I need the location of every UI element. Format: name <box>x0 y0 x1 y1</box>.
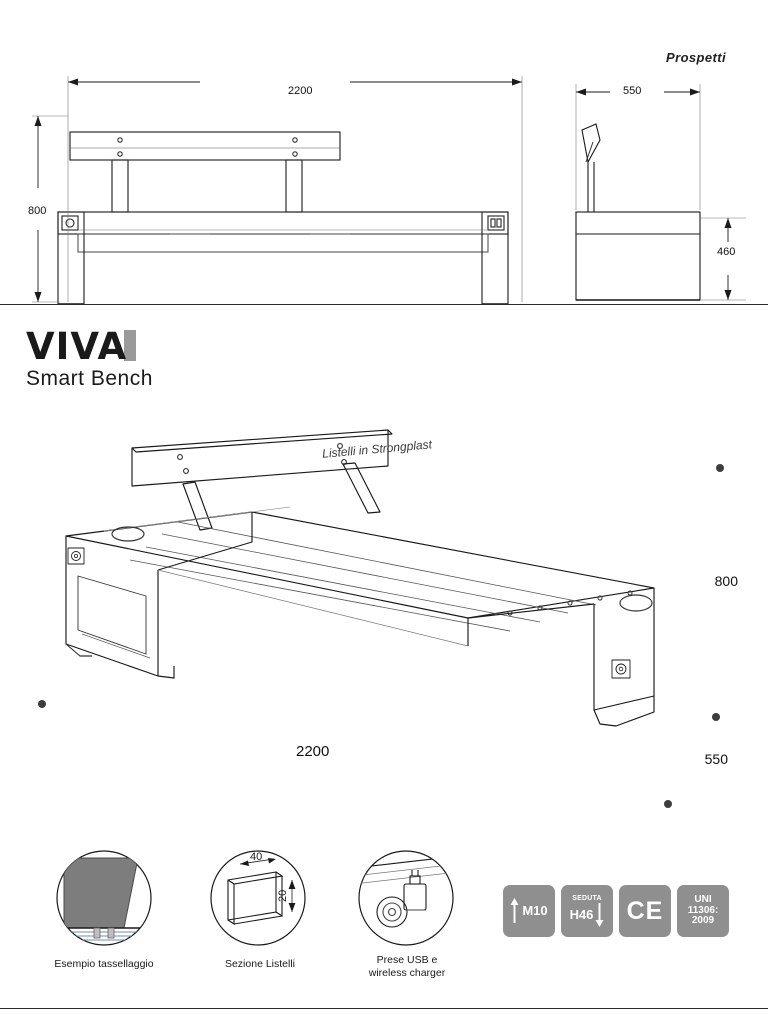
up-arrow-icon <box>510 898 519 924</box>
dim-side-seat-height: 460 <box>713 246 739 258</box>
dim-front-height: 800 <box>24 205 50 217</box>
ce-mark-badge <box>619 885 671 937</box>
slat-height-dim: 20 <box>277 889 289 902</box>
product-logo <box>26 325 153 391</box>
anchor-m10-badge <box>503 885 555 937</box>
front-elevation-drawing <box>20 70 550 310</box>
slat-width-dim: 40 <box>250 851 263 863</box>
uni-line2: 11306: <box>687 904 719 916</box>
marker-dot <box>716 464 724 472</box>
prospetti-title: Prospetti <box>666 50 726 65</box>
logo-smart-bench-text: Smart Bench <box>26 367 153 390</box>
seat-height-badge <box>561 885 613 937</box>
marker-dot <box>664 800 672 808</box>
detail-caption-usb-line2: wireless charger <box>368 967 446 980</box>
uni-line1: UNI <box>694 894 712 906</box>
section-divider-bottom <box>0 1008 768 1009</box>
uni-norm-badge <box>677 885 729 937</box>
anchor-detail-icon <box>46 850 162 946</box>
dim-side-depth: 550 <box>619 85 645 97</box>
uni-line3: 2009 <box>691 915 715 927</box>
logo-viva-text: VIVA <box>26 325 128 368</box>
detail-caption-usb-line1: Prese USB e <box>376 954 438 966</box>
detail-caption-slat-section: Sezione Listelli <box>224 958 296 970</box>
perspective-bench-drawing <box>40 408 700 818</box>
dim-front-width: 2200 <box>284 85 316 97</box>
marker-dot <box>712 713 720 721</box>
slat-section-icon <box>200 850 316 946</box>
seat-height-top-label: SEDUTA <box>572 894 602 902</box>
anchor-m10-label: M10 <box>522 903 548 919</box>
dim-perspective-height: 800 <box>714 573 738 589</box>
seat-height-label: H46 <box>569 907 594 923</box>
section-divider-top <box>0 304 768 305</box>
ce-mark-label: CE <box>626 896 664 925</box>
detail-caption-anchoring: Esempio tassellaggio <box>54 958 154 970</box>
slats-material-note: Listelli in Strongplast <box>321 437 433 461</box>
dim-perspective-depth: 550 <box>704 751 728 767</box>
usb-socket-icon <box>348 850 464 946</box>
marker-dot <box>38 700 46 708</box>
dim-perspective-length: 2200 <box>296 743 330 760</box>
down-arrow-icon <box>595 903 604 927</box>
side-elevation-drawing <box>560 70 760 310</box>
